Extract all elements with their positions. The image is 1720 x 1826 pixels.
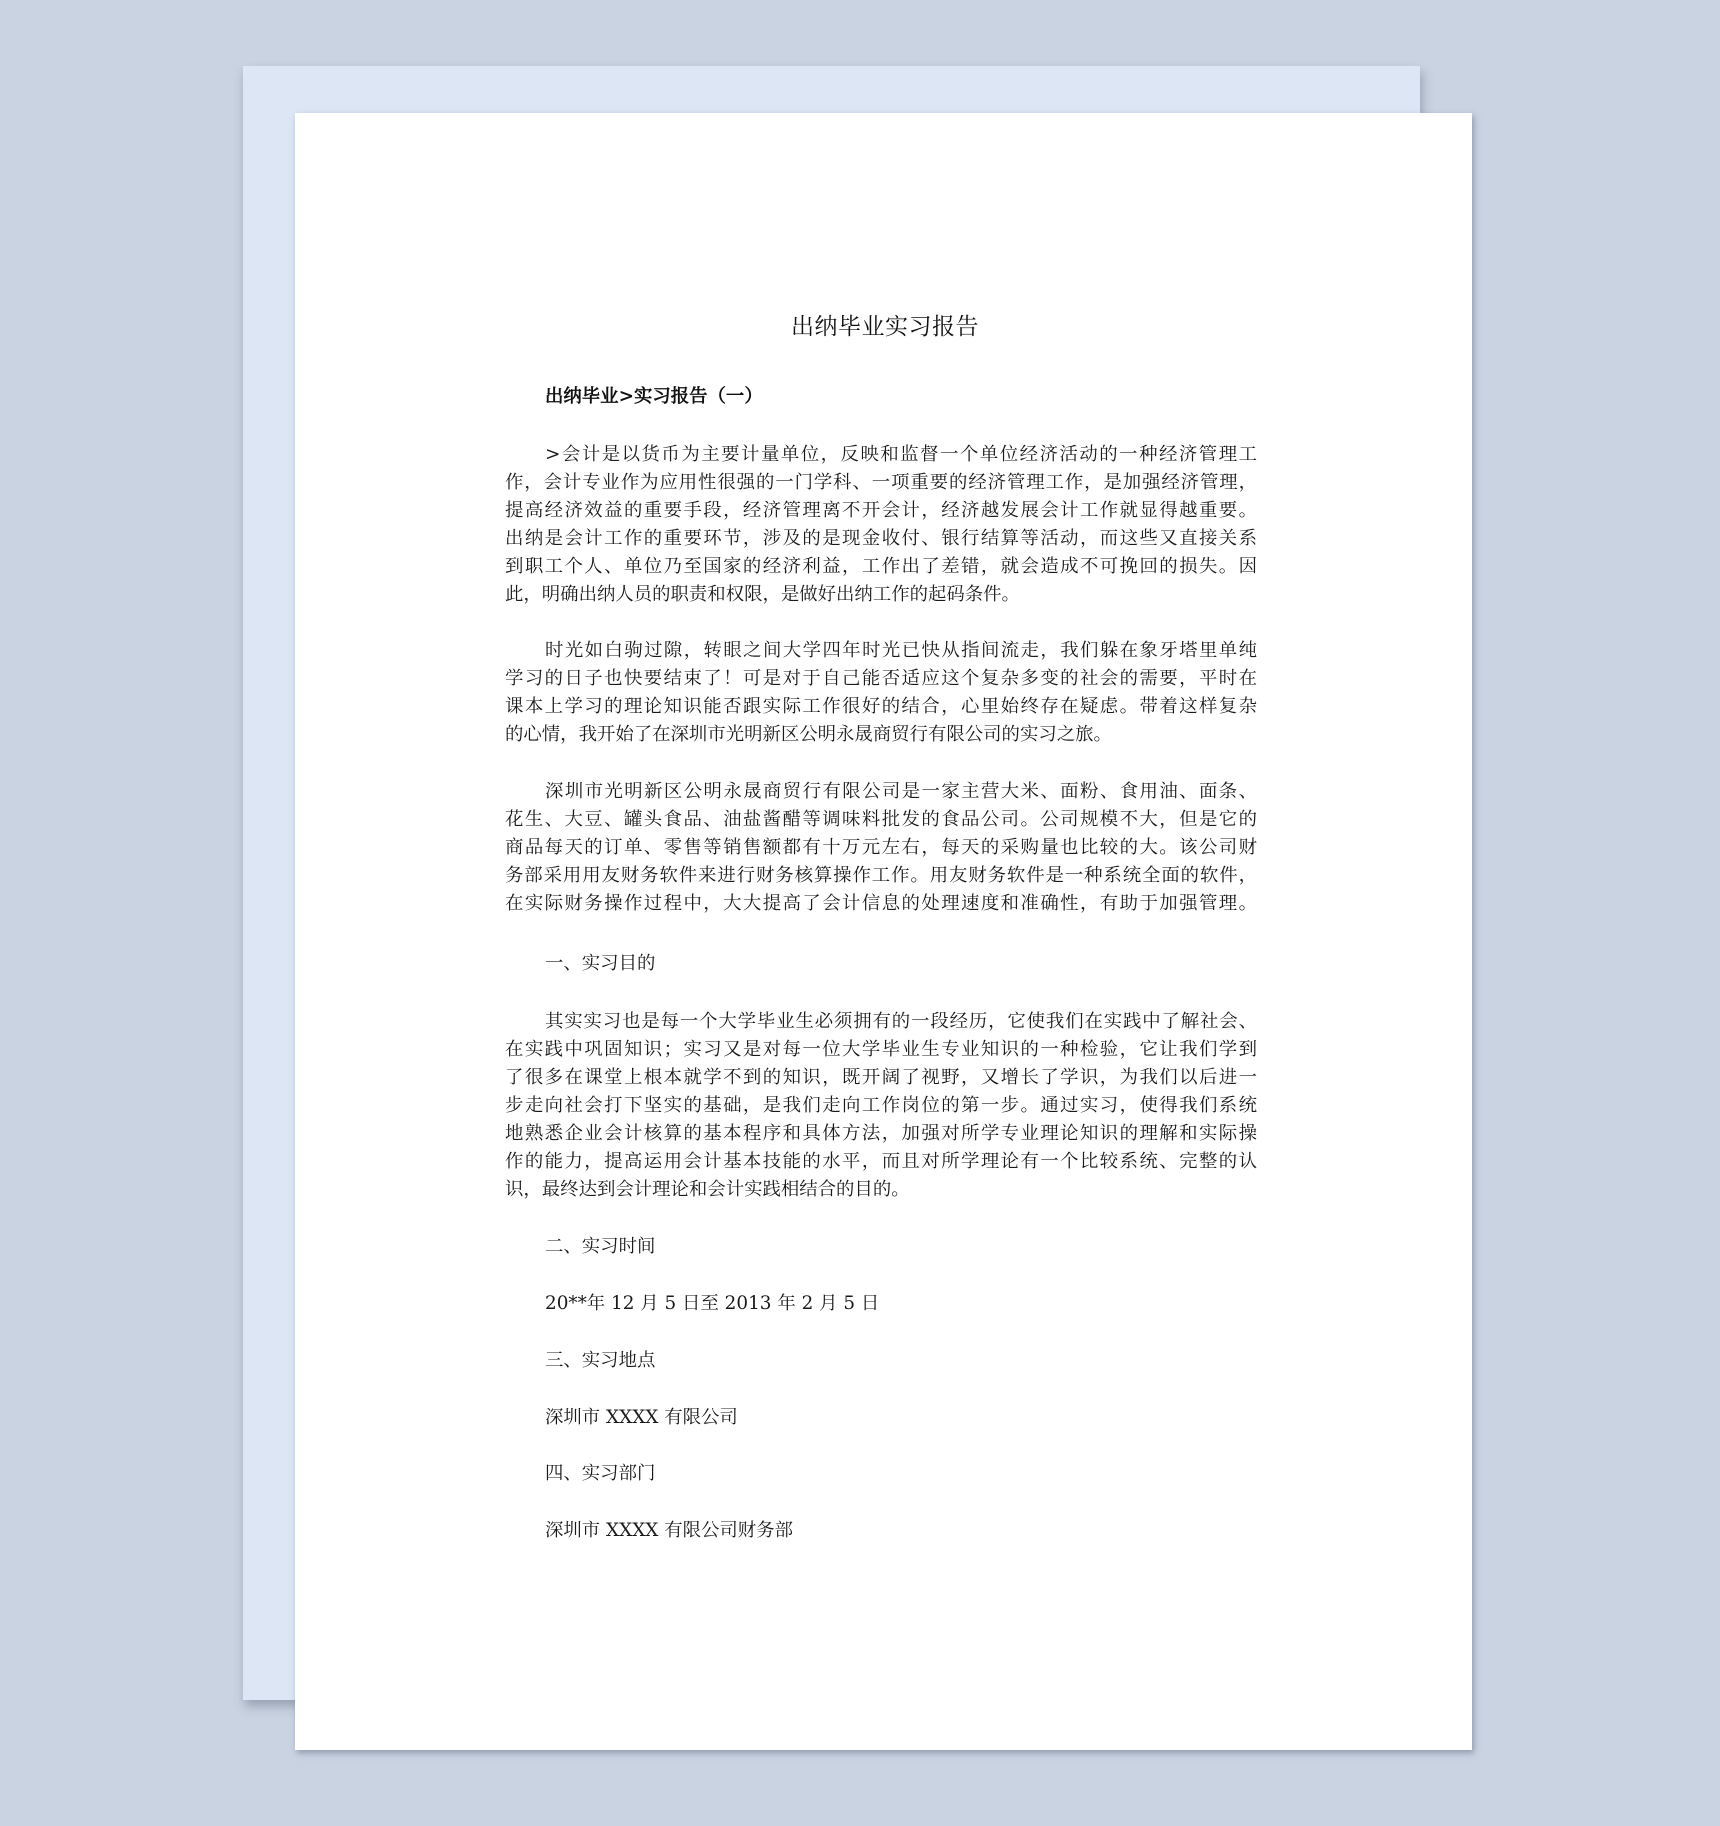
paragraph-line: 深圳市光明新区公明永晟商贸行有限公司是一家主营大米、面粉、食用油、面条、 (545, 781, 1257, 802)
paragraph-line: 其实实习也是每一个大学毕业生必须拥有的一段经历，它使我们在实践中了解社会、 (545, 1011, 1257, 1032)
paragraph-line: 到职工个人、单位乃至国家的经济利益，工作出了差错，就会造成不可挽回的损失。因 (505, 556, 1257, 577)
paragraph-line: 时光如白驹过隙，转眼之间大学四年时光已快从指间流走，我们躲在象牙塔里单纯 (545, 640, 1257, 661)
internship-location: 深圳市 XXXX 有限公司 (545, 1407, 738, 1428)
internship-department: 深圳市 XXXX 有限公司财务部 (545, 1520, 793, 1541)
section-heading: 二、实习时间 (545, 1236, 656, 1257)
paragraph-line: 此，明确出纳人员的职责和权限，是做好出纳工作的起码条件。 (505, 584, 1020, 605)
paragraph-line: 了很多在课堂上根本就学不到的知识，既开阔了视野，又增长了学识，为我们以后进一 (505, 1067, 1257, 1088)
paragraph-line: 步走向社会打下坚实的基础，是我们走向工作岗位的第一步。通过实习，使得我们系统 (505, 1095, 1257, 1116)
paragraph-line: 在实际财务操作过程中，大大提高了会计信息的处理速度和准确性，有助于加强管理。 (505, 893, 1257, 914)
paragraph-line: 的心情，我开始了在深圳市光明新区公明永晟商贸行有限公司的实习之旅。 (505, 724, 1112, 745)
paragraph-line: 识，最终达到会计理论和会计实践相结合的目的。 (505, 1179, 910, 1200)
paragraph-line: 学习的日子也快要结束了！可是对于自己能否适应这个复杂多变的社会的需要，平时在 (505, 668, 1257, 689)
paragraph-line: 出纳是会计工作的重要环节，涉及的是现金收付、银行结算等活动，而这些又直接关系 (505, 528, 1257, 549)
front-page-sheet (295, 113, 1472, 1750)
paragraph-line: 花生、大豆、罐头食品、油盐酱醋等调味料批发的食品公司。公司规模不大，但是它的 (505, 809, 1257, 830)
paragraph-line: 作，会计专业作为应用性很强的一门学科、一项重要的经济管理工作，是加强经济管理， (505, 472, 1257, 493)
paragraph-line: 课本上学习的理论知识能否跟实际工作很好的结合，心里始终存在疑虑。带着这样复杂 (505, 696, 1257, 717)
paragraph-line: 提高经济效益的重要手段，经济管理离不开会计，经济越发展会计工作就显得越重要。 (505, 500, 1257, 521)
internship-dates: 20**年 12 月 5 日至 2013 年 2 月 5 日 (545, 1293, 880, 1314)
document-title: 出纳毕业实习报告 (791, 314, 979, 340)
document-subheading: 出纳毕业>实习报告（一） (545, 386, 763, 407)
section-heading: 四、实习部门 (545, 1463, 656, 1484)
paragraph-line: 在实践中巩固知识；实习又是对每一位大学毕业生专业知识的一种检验，它让我们学到 (505, 1039, 1257, 1060)
paragraph-line: 务部采用用友财务软件来进行财务核算操作工作。用友财务软件是一种系统全面的软件， (505, 865, 1257, 886)
paragraph-line: 地熟悉企业会计核算的基本程序和具体方法，加强对所学专业理论知识的理解和实际操 (505, 1123, 1257, 1144)
paragraph-line: 作的能力，提高运用会计基本技能的水平，而且对所学理论有一个比较系统、完整的认 (505, 1151, 1257, 1172)
paragraph-line: 商品每天的订单、零售等销售额都有十万元左右，每天的采购量也比较的大。该公司财 (505, 837, 1257, 858)
section-heading: 一、实习目的 (545, 953, 656, 974)
section-heading: 三、实习地点 (545, 1350, 656, 1371)
paragraph-line: >会计是以货币为主要计量单位，反映和监督一个单位经济活动的一种经济管理工 (545, 444, 1257, 465)
